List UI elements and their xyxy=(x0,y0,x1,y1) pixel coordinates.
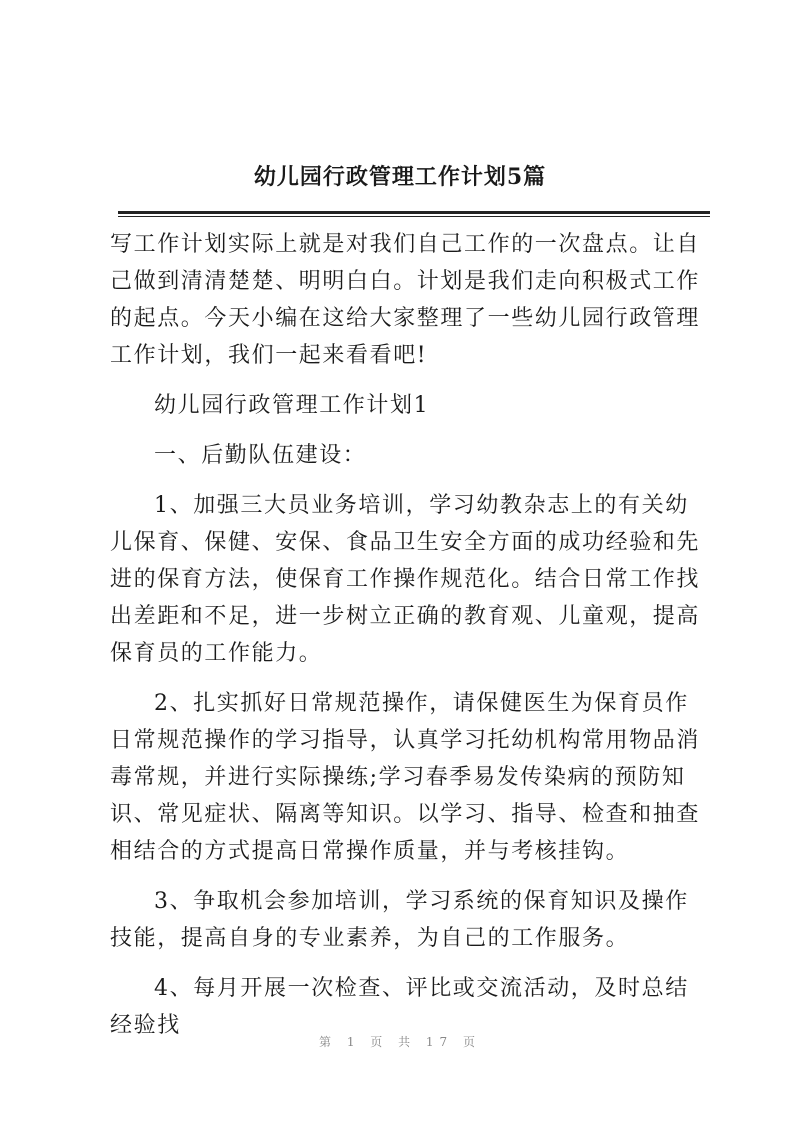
body-paragraph: 4、每月开展一次检查、评比或交流活动，及时总结经验找 xyxy=(110,976,689,1038)
body-paragraph: 3、争取机会参加培训，学习系统的保育知识及操作技能，提高自身的专业素养，为自己的工作服务。 xyxy=(110,889,689,951)
body-paragraph: 1、加强三大员业务培训，学习幼教杂志上的有关幼儿保育、保健、安保、食品卫生安全方面的成功经验和先进的保育方法，使保育工作操作规范化。结合日常工作找出差距和不足，进一步树立正确的教育观、儿童观，提高保育员的工作能力。 xyxy=(110,493,701,666)
title-rule-thick xyxy=(118,211,710,214)
document-title: 幼儿园行政管理工作计划5篇 xyxy=(253,164,547,190)
document-body xyxy=(110,226,710,1044)
body-paragraph: 2、扎实抓好日常规范操作，请保健医生为保育员作日常规范操作的学习指导，认真学习托幼机构常用物品消毒常规，并进行实际操练;学习春季易发传染病的预防知识、常见症状、隔离等知识。以学习、指导、检查和抽查相结合的方式提高日常操作质量，并与考核挂钩。 xyxy=(110,691,701,864)
subsection-heading: 一、后勤队伍建设： xyxy=(154,443,367,468)
intro-paragraph: 写工作计划实际上就是对我们自己工作的一次盘点。让自己做到清清楚楚、明明白白。计划是我们走向积极式工作的起点。今天小编在这给大家整理了一些幼儿园行政管理工作计划，我们一起来看看吧! xyxy=(110,232,701,368)
title-rule-thin xyxy=(118,216,710,217)
page-footer: 第 1 页 共 17 页 xyxy=(319,1035,481,1049)
section-heading: 幼儿园行政管理工作计划1 xyxy=(154,393,430,418)
